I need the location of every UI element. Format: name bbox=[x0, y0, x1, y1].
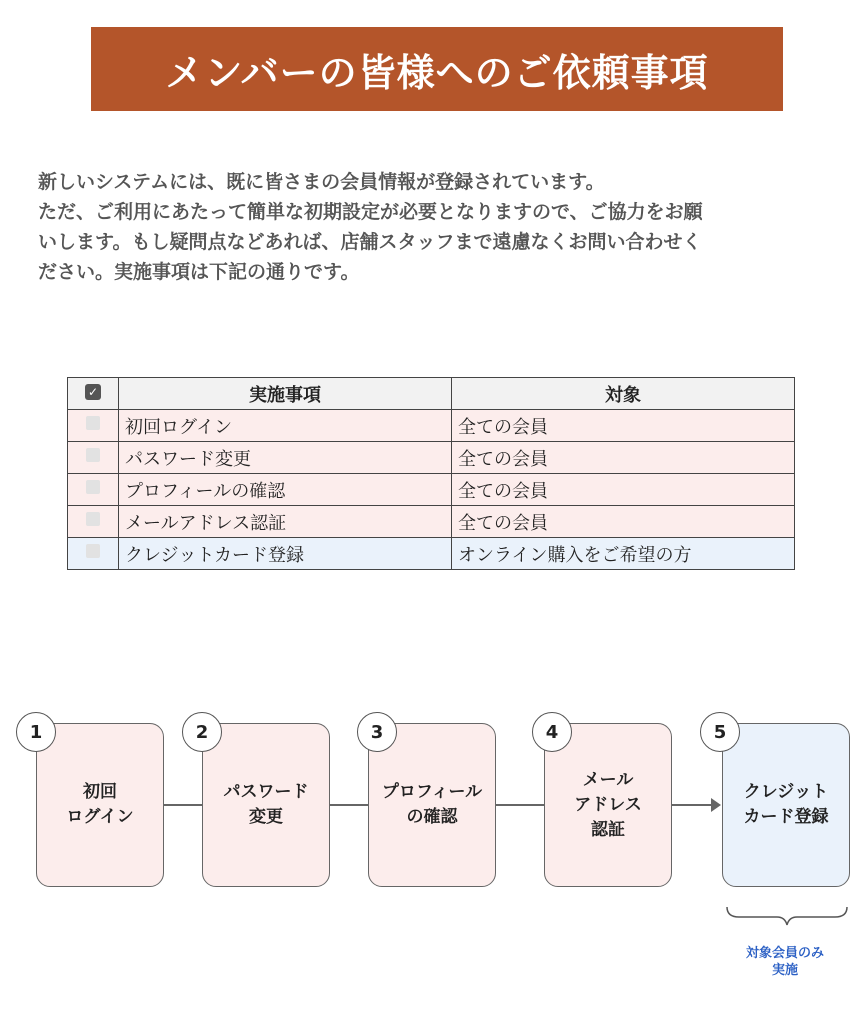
flow-step-3: プロフィール の確認 bbox=[368, 723, 496, 887]
target-cell: 全ての会員 bbox=[452, 410, 795, 442]
flow-connector bbox=[330, 804, 368, 806]
task-cell: クレジットカード登録 bbox=[119, 538, 452, 570]
step-5-note: 対象会員のみ 実施 bbox=[745, 946, 824, 978]
curly-brace-icon bbox=[725, 905, 849, 929]
step-number-4: 4 bbox=[532, 712, 572, 752]
flow-step-5: クレジット カード登録 bbox=[722, 723, 850, 887]
flow-step-1: 初回 ログイン bbox=[36, 723, 164, 887]
intro-line: 新しいシステムには、既に皆さまの会員情報が登録されています。 bbox=[38, 171, 605, 193]
target-cell: オンライン購入をご希望の方 bbox=[452, 538, 795, 570]
arrowhead-icon bbox=[711, 798, 721, 812]
step-number-2: 2 bbox=[182, 712, 222, 752]
intro-line: ただ、ご利用にあたって簡単な初期設定が必要となりますので、ご協力をお願 bbox=[38, 201, 703, 223]
target-cell: 全ての会員 bbox=[452, 442, 795, 474]
flow-connector bbox=[496, 804, 544, 806]
flow-connector bbox=[164, 804, 202, 806]
task-cell: 初回ログイン bbox=[119, 410, 452, 442]
header-task: 実施事項 bbox=[119, 378, 452, 410]
step-number-5: 5 bbox=[700, 712, 740, 752]
target-cell: 全ての会員 bbox=[452, 506, 795, 538]
task-cell: パスワード変更 bbox=[119, 442, 452, 474]
intro-line: ださい。実施事項は下記の通りです。 bbox=[38, 261, 360, 283]
page-title: メンバーの皆様へのご依頼事項 bbox=[165, 50, 709, 95]
flow-step-4: メール アドレス 認証 bbox=[544, 723, 672, 887]
task-cell: プロフィールの確認 bbox=[119, 474, 452, 506]
flow-connector bbox=[672, 804, 712, 806]
header-target: 対象 bbox=[452, 378, 795, 410]
task-cell: メールアドレス認証 bbox=[119, 506, 452, 538]
flow-step-2: パスワード 変更 bbox=[202, 723, 330, 887]
step-number-1: 1 bbox=[16, 712, 56, 752]
checkbox-checked-icon[interactable]: ✓ bbox=[85, 384, 101, 400]
step-number-3: 3 bbox=[357, 712, 397, 752]
target-cell: 全ての会員 bbox=[452, 474, 795, 506]
intro-line: いします。もし疑問点などあれば、店舗スタッフまで遠慮なくお問い合わせく bbox=[38, 231, 702, 253]
